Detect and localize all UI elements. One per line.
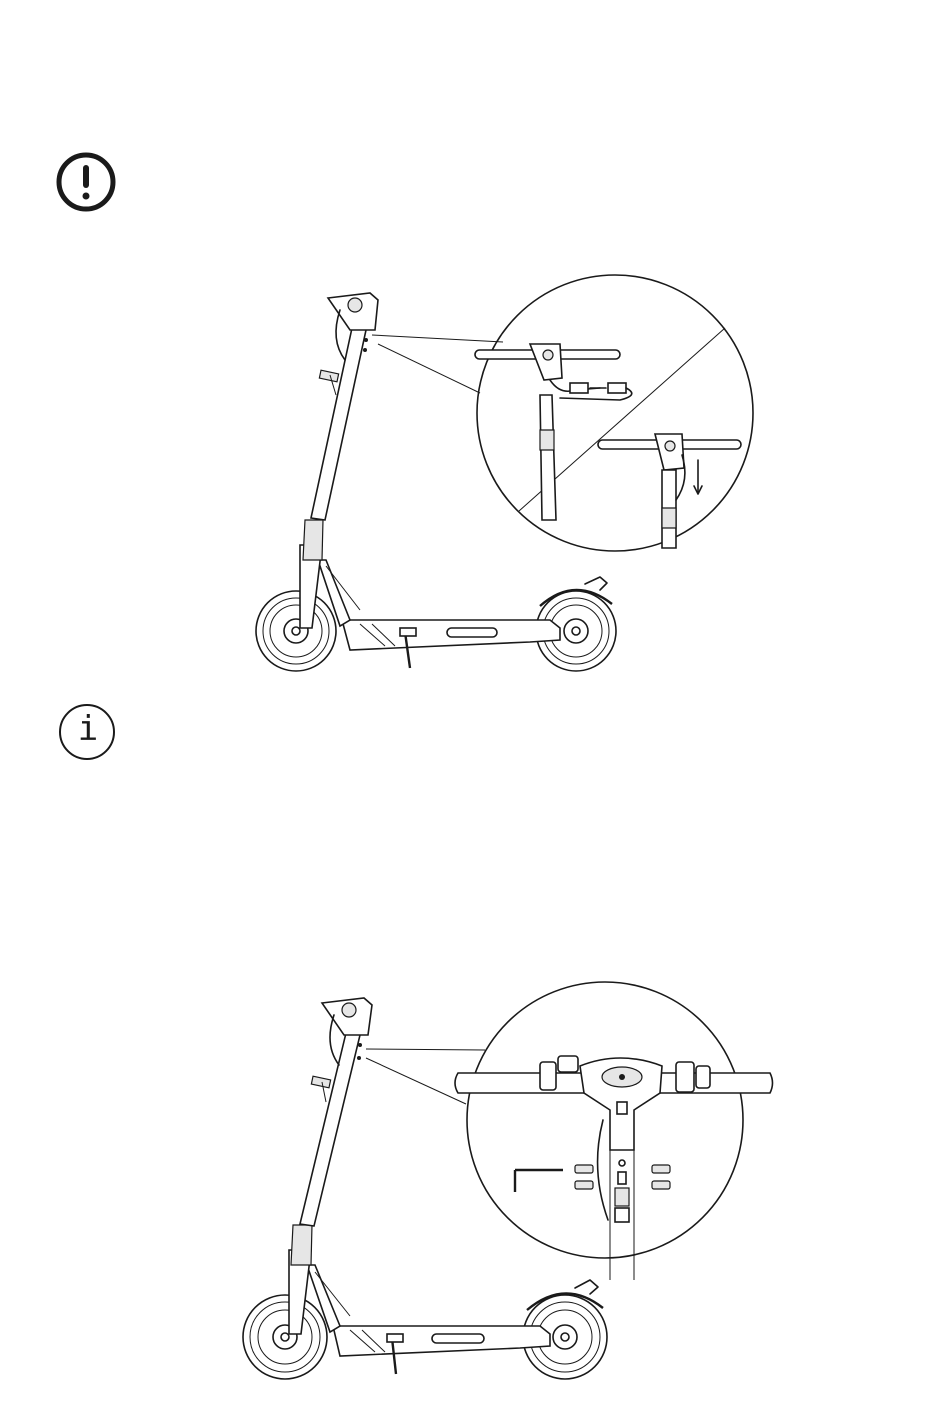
detail-circle-screws: [467, 982, 743, 1258]
handlebar-screw-detail: [455, 1056, 773, 1280]
steering-stem: [300, 1033, 360, 1226]
deck: [333, 1326, 550, 1356]
info-icon-glyph: i: [77, 709, 99, 749]
hex-key: [515, 1170, 563, 1192]
front-wheel: [243, 1295, 327, 1379]
